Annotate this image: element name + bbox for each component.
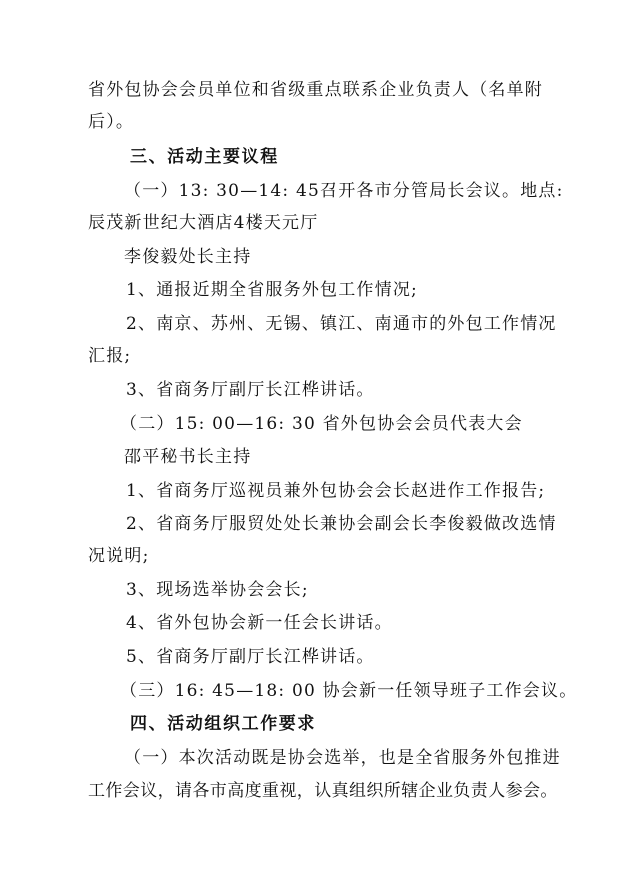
body-text-line: 工作会议，请各市高度重视，认真组织所辖企业负责人参会。 (88, 781, 558, 801)
host-line: 李俊毅处长主持 (124, 247, 252, 267)
list-item: 2、南京、苏州、无锡、镇江、南通市的外包工作情况 (126, 314, 557, 334)
host-line: 邵平秘书长主持 (124, 447, 252, 467)
requirement-item-one: （一）本次活动既是协会选举，也是全省服务外包推进 (124, 748, 561, 768)
list-item: 2、省商务厅服贸处处长兼协会副会长李俊毅做改选情 (126, 514, 557, 534)
list-item: 3、省商务厅副厅长江桦讲话。 (126, 380, 375, 400)
body-text-line: 后）。 (88, 112, 135, 132)
section-heading-agenda: 三、活动主要议程 (130, 147, 279, 167)
body-text-line: 汇报; (88, 346, 132, 366)
list-item: 4、省外包协会新一任会长讲话。 (126, 613, 393, 633)
list-item: 3、现场选举协会会长; (126, 580, 309, 600)
body-text-line: 省外包协会会员单位和省级重点联系企业负责人（名单附 (88, 80, 543, 100)
body-text-line: 辰茂新世纪大酒店4楼天元厅 (88, 213, 319, 233)
list-item: 5、省商务厅副厅长江桦讲话。 (126, 647, 375, 667)
agenda-item-one: （一）13: 30—14: 45召开各市分管局长会议。地点: (124, 181, 564, 201)
body-text-line: 况说明; (88, 546, 150, 566)
section-heading-requirements: 四、活动组织工作要求 (130, 714, 316, 734)
list-item: 1、通报近期全省服务外包工作情况; (126, 280, 418, 300)
agenda-item-two: （二）15: 00—16: 30 省外包协会会员代表大会 (120, 414, 523, 434)
agenda-item-three: （三）16: 45—18: 00 协会新一任领导班子工作会议。 (120, 681, 578, 701)
list-item: 1、省商务厅巡视员兼外包协会会长赵进作工作报告; (126, 481, 546, 501)
